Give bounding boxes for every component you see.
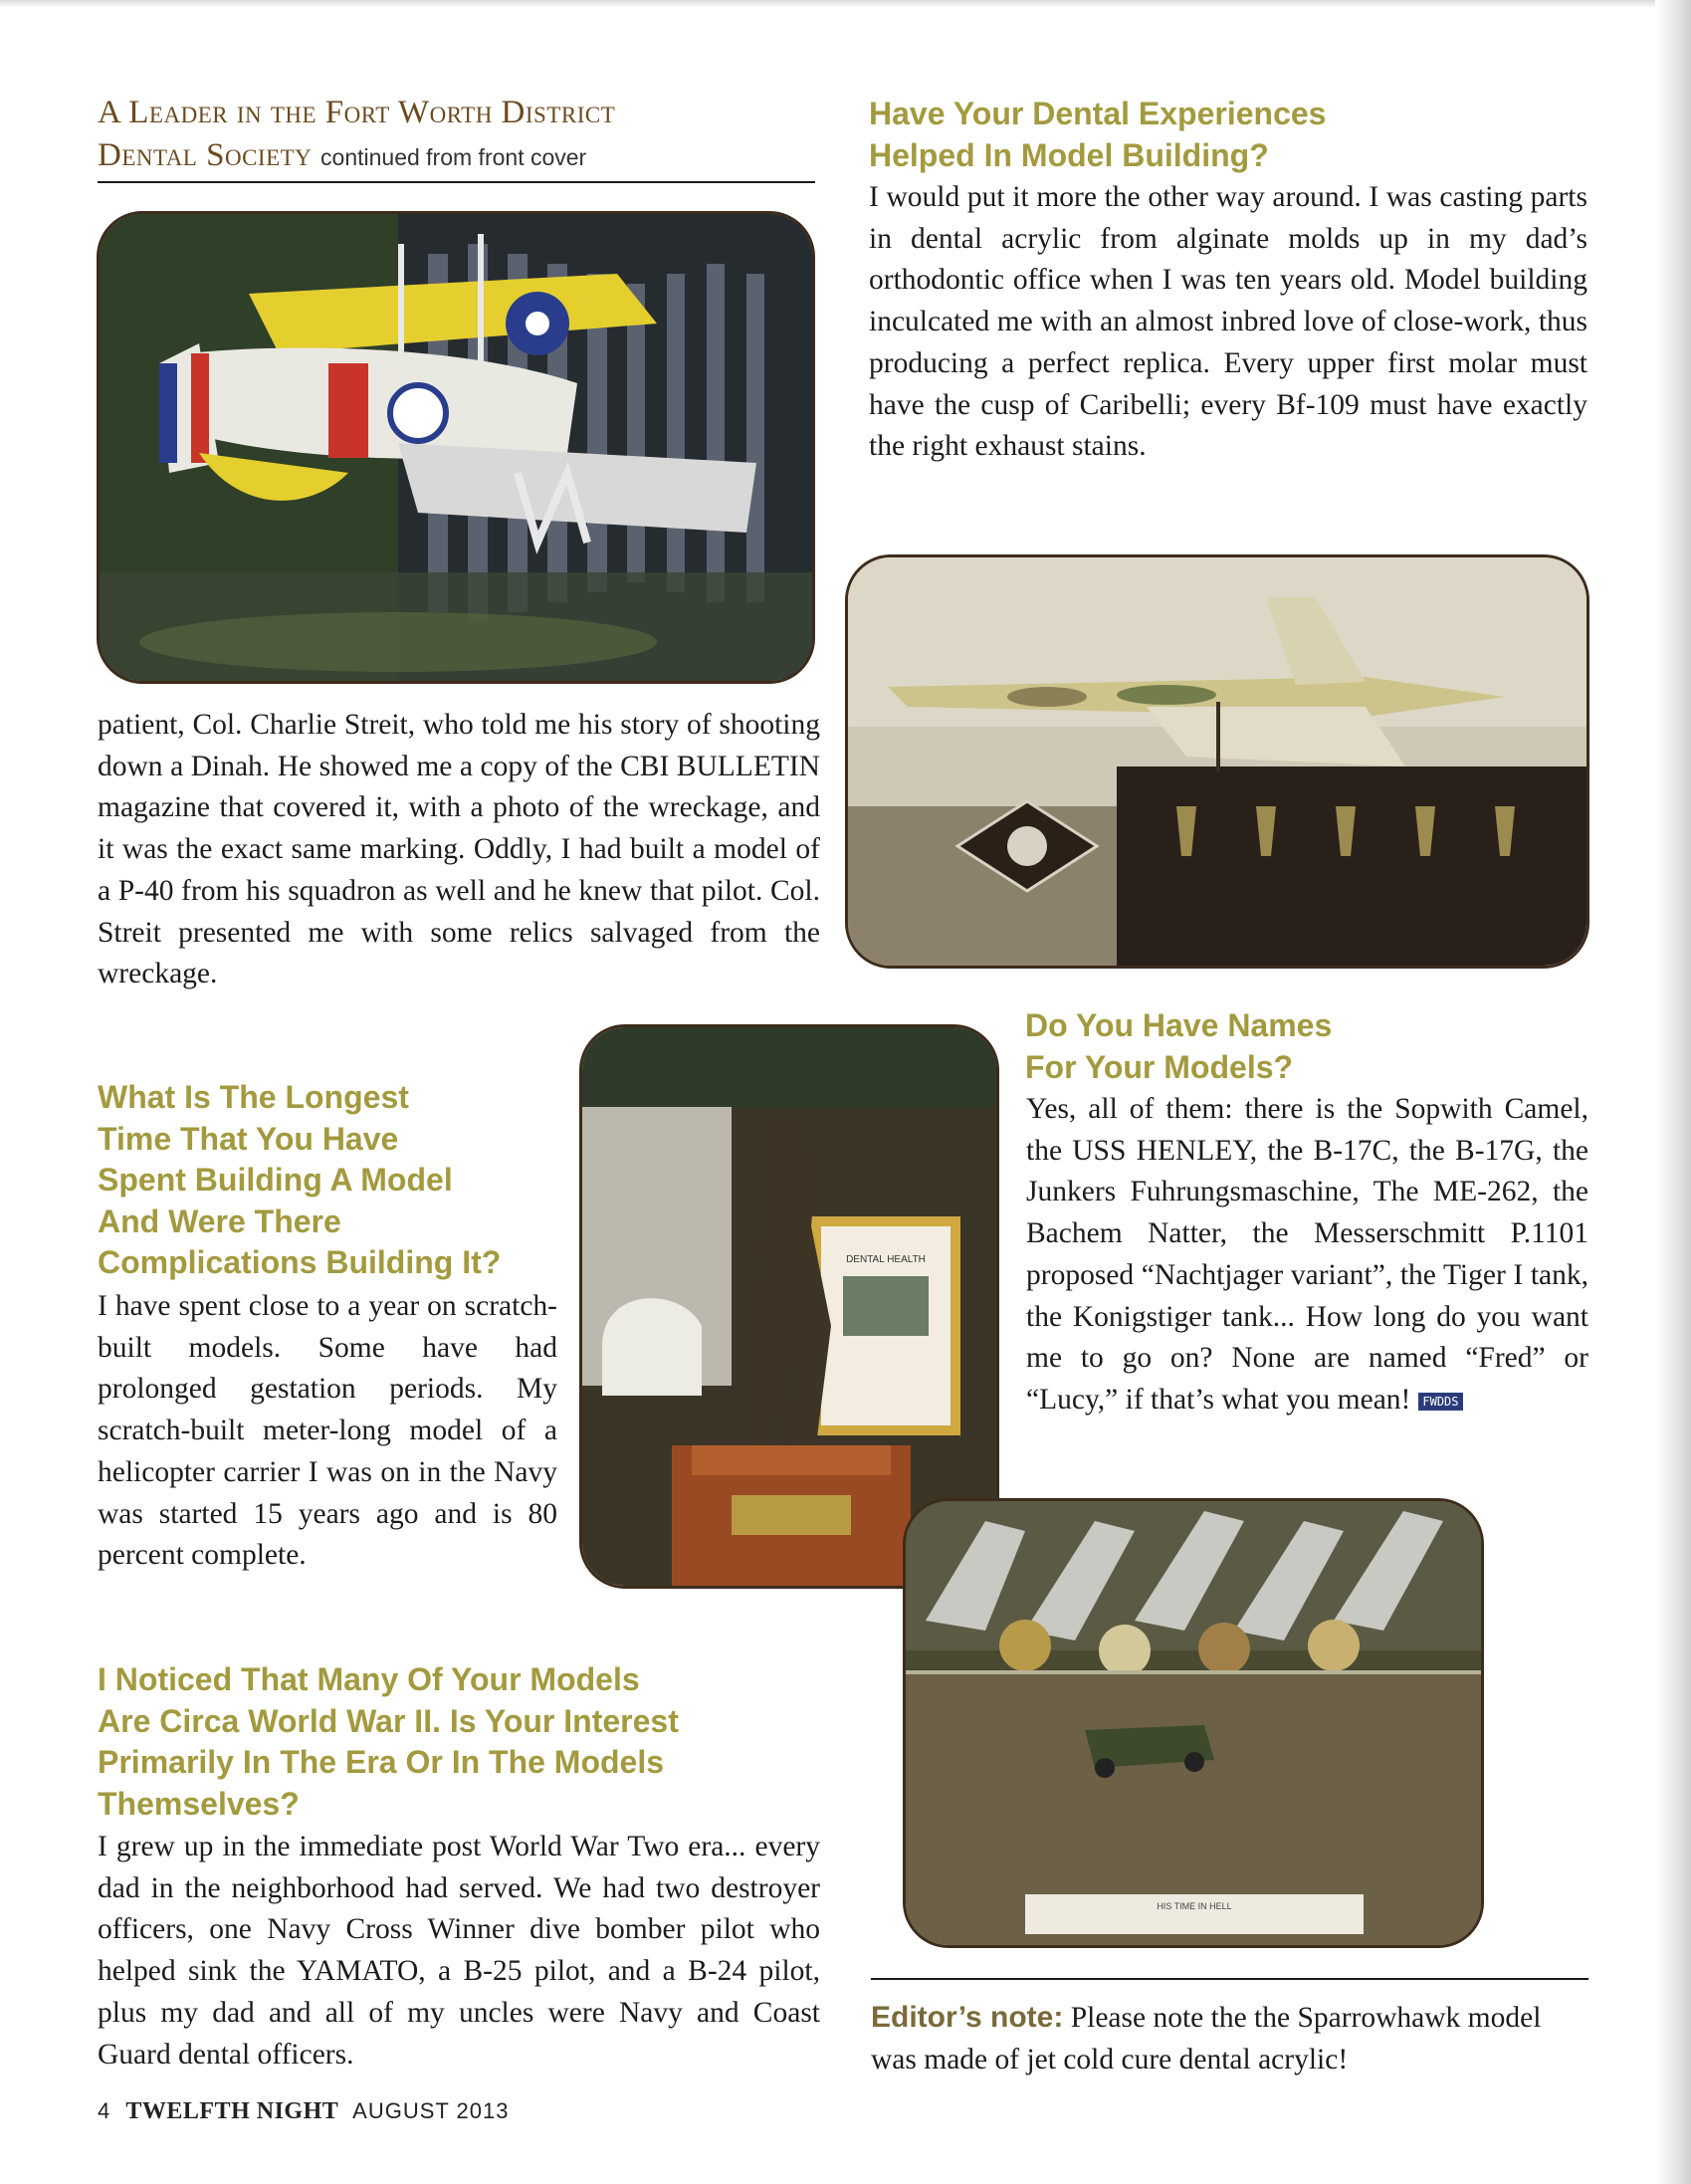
heading-ww2 bbox=[98, 1659, 854, 1825]
heading-line: I Noticed That Many Of Your Models bbox=[98, 1661, 640, 1697]
top-shade bbox=[0, 0, 1691, 8]
header-title-dental-society: Dental Society bbox=[98, 137, 313, 173]
diorama-caption: HIS TIME IN HELL bbox=[1157, 1901, 1232, 1911]
heading-line: Complications Building It? bbox=[98, 1244, 502, 1280]
issue-date: AUGUST 2013 bbox=[352, 2098, 510, 2123]
heading-line: Helped In Model Building? bbox=[869, 136, 1269, 173]
continued-story-text: patient, Col. Charlie Streit, who told me his story of shooting down a Dinah. He showed me a copy of the CBI BULLETIN magazine that covered it, with a photo of the wreckage, and it was the exact same marking. Oddly, I had built a model of a P-40 from his squadron as well and he knew that pilot. Col. Streit presented me with some relics salvaged from the wreckage. bbox=[98, 709, 820, 990]
photo-jet-model bbox=[845, 554, 1589, 969]
editor-note bbox=[871, 1997, 1587, 2080]
editor-note-text: Please note the the Sparrowhawk model was made of jet cold cure dental acrylic! bbox=[871, 2002, 1542, 2075]
photo-ships-diorama bbox=[903, 1498, 1484, 1948]
heading-longest-time bbox=[98, 1077, 575, 1284]
header-title-line1: A Leader in the Fort Worth District bbox=[98, 95, 616, 130]
fwdds-badge: FWDDS bbox=[1418, 1393, 1462, 1411]
header-rule bbox=[98, 181, 815, 183]
heading-line: For Your Models? bbox=[1025, 1048, 1294, 1085]
ww2-text: I grew up in the immediate post World War Two era... every dad in the neighborhood had served. We had two destroyer officers, one Navy Cross Winner dive bomber pilot who helped sink the YAMATO, a B-25 pilot, and a B-24 pilot, plus my dad and all of my uncles were Navy and Coast Guard dental officers. bbox=[98, 1831, 820, 2071]
heading-names bbox=[1025, 1005, 1583, 1088]
page-footer bbox=[98, 2098, 510, 2125]
header-continued: continued from front cover bbox=[320, 144, 587, 170]
dental-experiences-text: I would put it more the other way around. I was casting parts in dental acrylic from alginate molds up in my dad’s orthodontic office when I was ten years old. Model building inculcated me with an almost inbred love of close-work, thus producing a perfect replica. Every upper first molar must have the cusp of Caribelli; every Bf-109 must have exactly the right exhaust stains. bbox=[869, 181, 1587, 463]
heading-line: Themselves? bbox=[98, 1785, 300, 1822]
article-header bbox=[98, 92, 814, 179]
names-text bbox=[1026, 1089, 1588, 1421]
heading-line: What Is The Longest bbox=[98, 1079, 409, 1115]
heading-line: Primarily In The Era Or In The Models bbox=[98, 1744, 665, 1780]
heading-line: Time That You Have bbox=[98, 1120, 399, 1157]
editor-note-rule bbox=[871, 1978, 1588, 1980]
heading-line: Do You Have Names bbox=[1025, 1007, 1333, 1043]
photo-biplane-model bbox=[97, 211, 815, 684]
names-text-body: Yes, all of them: there is the Sopwith Camel, the USS HENLEY, the B-17C, the B-17G, the Junkers Fuhrungsmaschine, The ME-262, the Bachem Natter, the Messerschmitt P.1101 proposed “Nachtjager variant”, the Tiger I tank, the Konigstiger tank... How long do you want me to go on? None are named “Fred” or “Lucy,” if that’s what you mean! bbox=[1026, 1093, 1588, 1416]
heading-dental-experiences bbox=[869, 94, 1585, 176]
heading-line: Have Your Dental Experiences bbox=[869, 96, 1327, 131]
page-gutter-shadow bbox=[1655, 0, 1691, 2184]
page-number: 4 bbox=[98, 2098, 111, 2123]
heading-line: Are Circa World War II. Is Your Interest bbox=[98, 1702, 679, 1739]
header-title-line2 bbox=[98, 134, 814, 179]
editor-note-label: Editor’s note: bbox=[871, 2001, 1064, 2034]
magazine-name: TWELFTH NIGHT bbox=[125, 2098, 339, 2124]
heading-line: Spent Building A Model bbox=[98, 1162, 453, 1198]
longest-time-text: I have spent close to a year on scratch-built models. Some have had prolonged gestation periods. My scratch-built meter-long model of a helicopter carrier I was on in the Navy was started 15 years ago and is 80 percent complete. bbox=[98, 1290, 557, 1572]
heading-line: And Were There bbox=[98, 1202, 341, 1239]
statue-plaque-label: DENTAL HEALTH bbox=[846, 1254, 926, 1265]
